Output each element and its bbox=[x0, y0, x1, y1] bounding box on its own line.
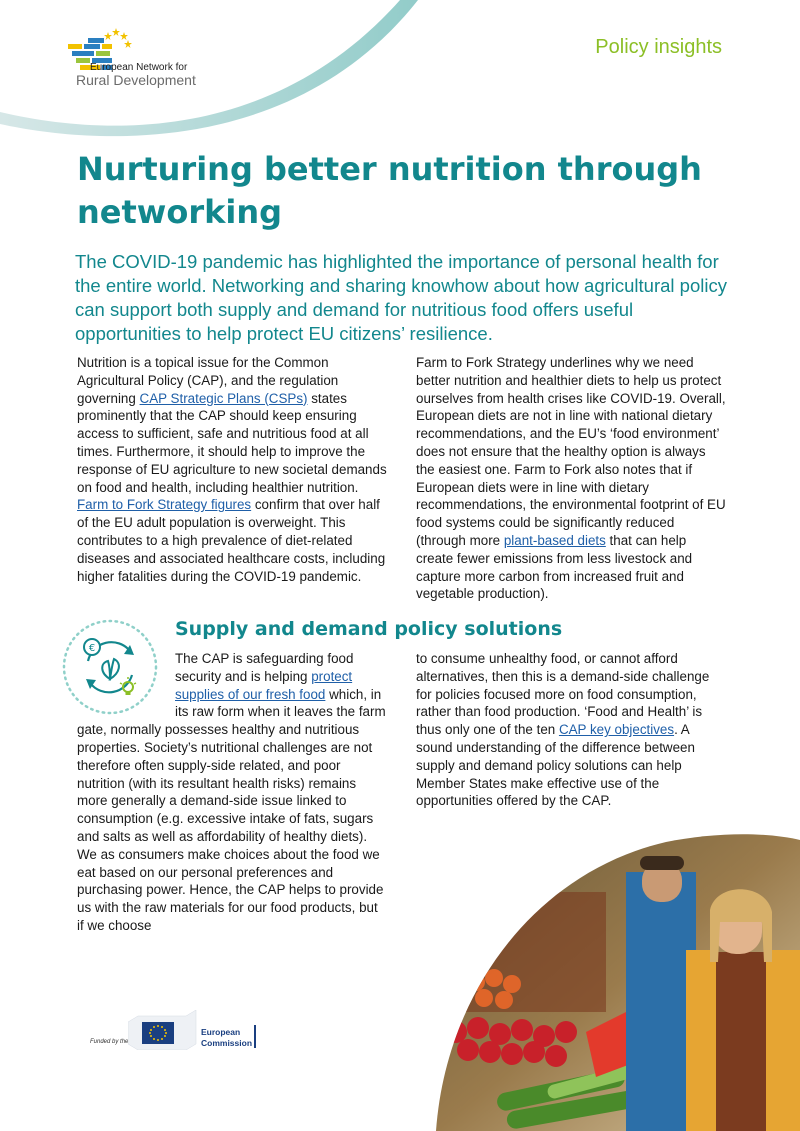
logo-network-text: European Network for bbox=[90, 62, 188, 73]
text-segment: which, in its raw form when it leaves the farm gate, normally possesses healthy and nutritious properties. Society’s nutritional challenges are not therefore often supply-side related, and poor nutrition (with its resultant health risks) remains more generally a demand-side issue linked to consumption (e.g. excessive intake of fats, sugars and salts as well as affordability of healthy diets). We as consumers make choices about the food we eat based on our personal preferences and purchasing power. Hence, the CAP helps to provide us with the raw materials for our food products, but if we choose bbox=[77, 686, 386, 933]
text-segment: Farm to Fork Strategy underlines why we need better nutrition and healthier diets to help us protect ourselves from health crises like COVID-19. Overall, European diets are not in line with national dietary recommendations, and the EU’s ‘food environment’ does not ensure that the healthy option is always the easiest one. Farm to Fork also notes that if European diets were in line with dietary recommendations, the environmental footprint of EU food systems could be significantly reduced (through more bbox=[416, 355, 726, 548]
ec-name-line2: Commission bbox=[201, 1038, 253, 1048]
intro-paragraph: The COVID-19 pandemic has highlighted the importance of personal health for the entire world. Networking and sharing knowhow about how agricultural policy can support both supply and demand for nutritious food offers useful opportunities to help protect EU citizens’ resilience. bbox=[75, 251, 727, 344]
text-segment: . A sound understanding of the difference between supply and demand policy solutions can help Member States make effective use of the opportunities offered by the CAP. bbox=[416, 722, 695, 809]
body-column-1-bottom bbox=[77, 650, 387, 935]
body-column-2-top bbox=[416, 354, 726, 603]
category-label: Policy insights bbox=[595, 36, 722, 58]
ec-divider bbox=[254, 1025, 256, 1048]
text-segment: states prominently that the CAP should keep ensuring access to sufficient, safe and nutritious food at all times. Furthermore, it should help to improve the response of EU agriculture to new societal demands on food and health, including healthier nutrition. bbox=[77, 390, 387, 495]
text-segment: The CAP is safeguarding food security and is helping bbox=[175, 651, 354, 684]
svg-text:€: € bbox=[88, 643, 96, 654]
eu-flag-logo bbox=[128, 1010, 198, 1050]
text-segment: to consume unhealthy food, or cannot afford alternatives, then this is a demand-side challenge for policies focused more on food consumption, rather than food production. ‘Food and Health’ is thus only one of the ten bbox=[416, 651, 710, 738]
body-column-1-top bbox=[77, 354, 387, 585]
text-segment: Nutrition is a topical issue for the Common Agricultural Policy (CAP), and the regulation governing bbox=[77, 355, 339, 406]
funded-by-text: Funded by the bbox=[90, 1039, 129, 1045]
text-segment: that can help create fewer emissions from less livestock and capture more carbon from increased fruit and vegetable production). bbox=[416, 532, 693, 602]
link-cap-key-objectives[interactable]: CAP key objectives bbox=[558, 722, 675, 738]
icon-wrap-space bbox=[77, 650, 175, 721]
section-heading: Supply and demand policy solutions bbox=[175, 618, 563, 640]
link-plant-based-diets[interactable]: plant-based diets bbox=[503, 532, 606, 548]
body-column-2-bottom bbox=[416, 650, 726, 810]
logo-rural-development-text: Rural Development bbox=[76, 72, 196, 88]
link-cap-strategic-plans[interactable]: CAP Strategic Plans (CSPs) bbox=[139, 390, 308, 406]
link-protect-fresh-food[interactable]: protect supplies of our fresh food bbox=[175, 668, 353, 702]
ec-name-line1: European bbox=[201, 1027, 241, 1037]
link-farm-to-fork-figures[interactable]: Farm to Fork Strategy figures bbox=[77, 497, 252, 513]
text-segment: confirm that over half of the EU adult population is overweight. This contributes to a high prevalence of diet-related diseases and associated healthcare costs, including higher fatalities during the COVID-19 pandemic. bbox=[77, 497, 386, 584]
page-title: Nurturing better nutrition through networking bbox=[77, 150, 702, 231]
market-photo bbox=[436, 832, 800, 1131]
